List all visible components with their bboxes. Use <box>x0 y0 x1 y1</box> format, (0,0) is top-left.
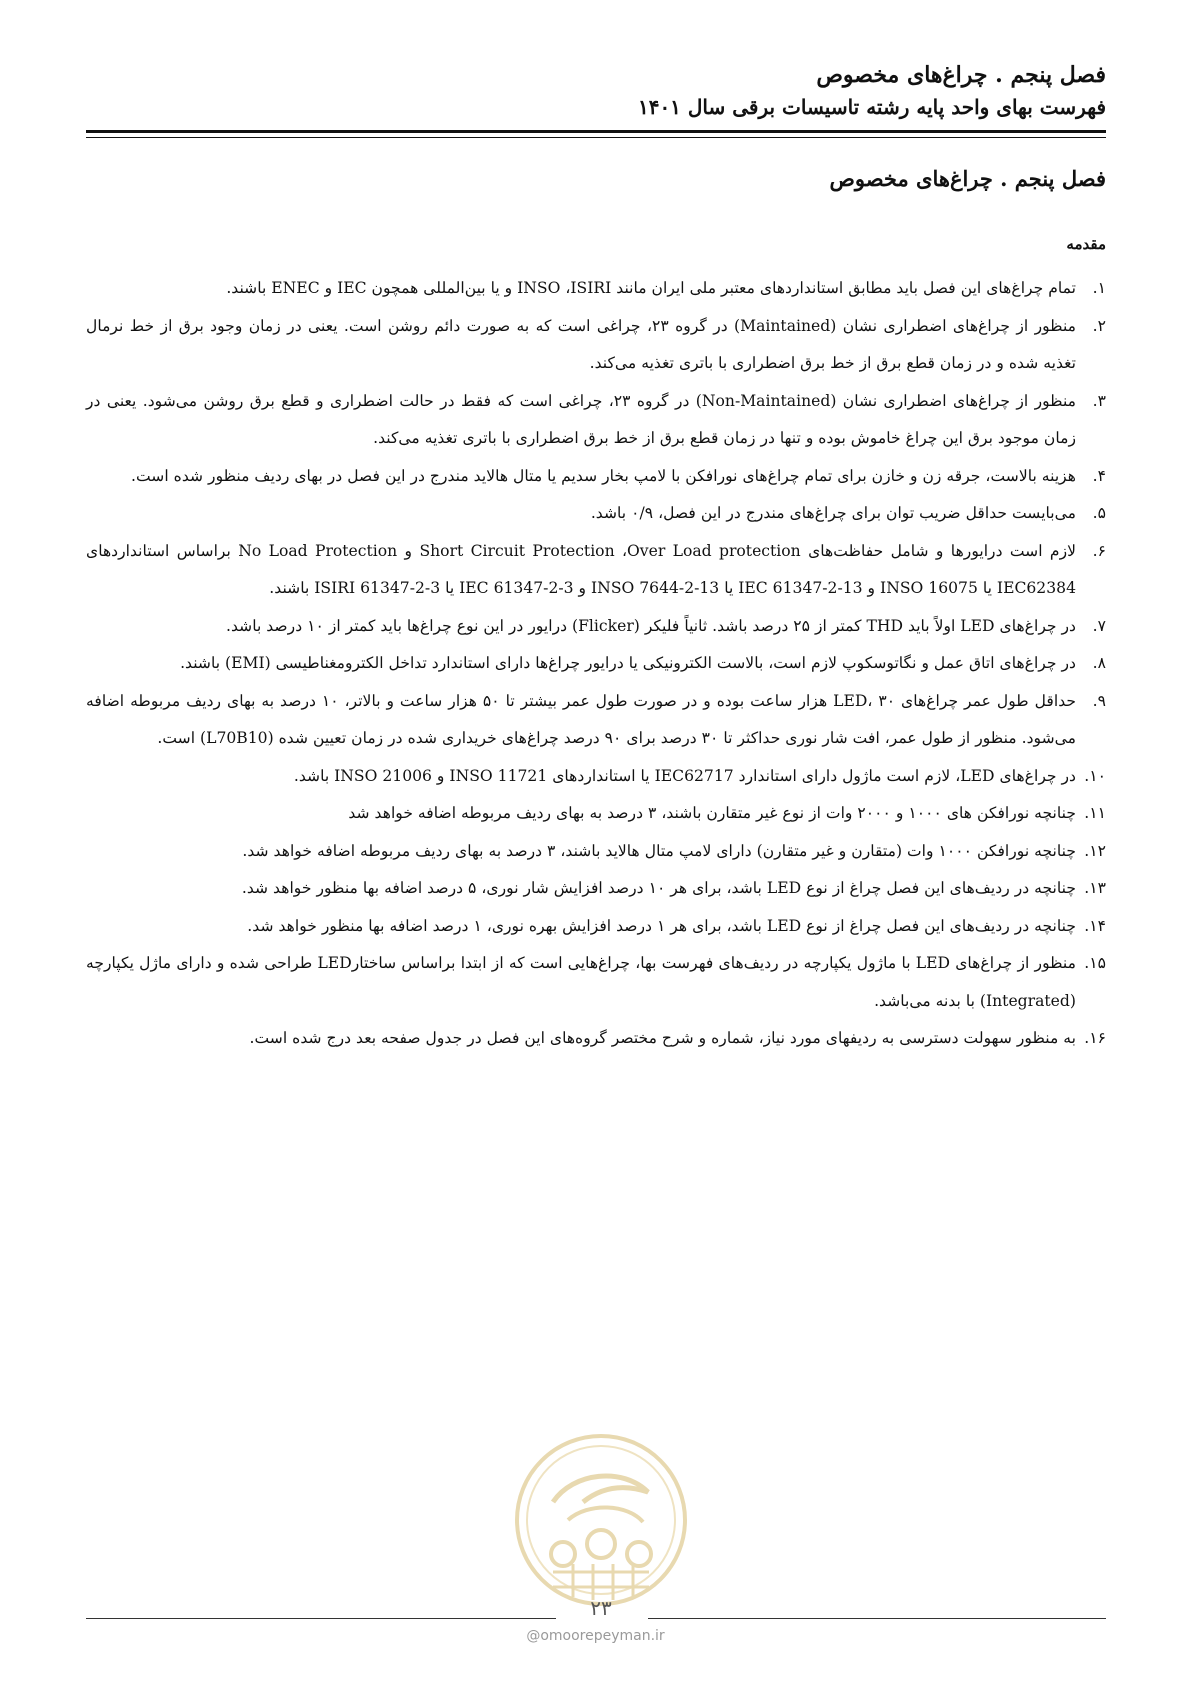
list-item-number: ۵. <box>1092 504 1106 522</box>
list-item-text: در چراغ‌های LED اولاً باید THD کمتر از ۲۵ درصد باشد. ثانیاً فلیکر (Flicker) درایور در این نوع چراغ‌ها باید کمتر از ۱۰ درصد باشد. <box>225 616 1076 635</box>
list-item <box>86 495 1106 533</box>
list-item <box>86 308 1106 383</box>
header-rule-thin <box>86 137 1106 138</box>
list-item-number: ۴. <box>1092 466 1106 485</box>
list-item-number: ۱. <box>1092 279 1106 297</box>
list-item <box>86 683 1106 758</box>
list-item-text: منظور از چراغ‌های اضطراری نشان (Non-Maintained) در گروه ۲۳، چراغی است که فقط در حالت اضطراری و قطع برق روشن می‌شود. یعنی در زمان موجود برق این چراغ خاموش بوده و تنها در زمان قطع برق از خط برق اضطراری با باتری تغذیه می‌کند. <box>86 391 1076 447</box>
list-item-text: چنانچه نورافکن های ۱۰۰۰ و ۲۰۰۰ وات از نوع غیر متقارن باشند، ۳ درصد به بهای ردیف مربوطه اضافه خواهد شد <box>348 804 1076 822</box>
list-item-text: در چراغ‌های اتاق عمل و نگاتوسکوپ لازم است، بالاست الکترونیکی یا درایور چراغ‌ها دارای استاندارد تداخل الکترومغناطیسی (EMI) باشند. <box>180 654 1076 672</box>
list-item-number: ۸. <box>1092 654 1106 672</box>
intro-heading: مقدمه <box>1066 235 1106 253</box>
footer-website: @omoorepeyman.ir <box>526 1628 665 1644</box>
list-item-number: ۱۶. <box>1084 1029 1106 1047</box>
footer-rule-right <box>648 1618 1106 1619</box>
list-item <box>86 945 1106 1020</box>
intro-list <box>86 270 1106 1058</box>
list-item-text: تمام چراغ‌های این فصل باید مطابق استانداردهای معتبر ملی ایران مانند INSO ،ISIRI و یا بین‌المللی همچون IEC و ENEC باشند. <box>226 279 1076 297</box>
list-item <box>86 608 1106 646</box>
list-item-number: ۹. <box>1092 691 1106 710</box>
list-item-number: ۲. <box>1092 316 1106 335</box>
list-item-number: ۷. <box>1092 616 1106 635</box>
list-item-text: در چراغ‌های LED، لازم است ماژول دارای استاندارد IEC62717 یا استانداردهای INSO 11721 و INSO 21006 باشد. <box>293 766 1076 785</box>
list-item-number: ۱۰. <box>1084 766 1106 785</box>
list-item-number: ۱۵. <box>1084 954 1106 972</box>
list-item <box>86 758 1106 796</box>
list-item <box>86 795 1106 833</box>
list-item <box>86 270 1106 308</box>
list-item <box>86 833 1106 871</box>
list-item <box>86 533 1106 608</box>
list-item <box>86 870 1106 908</box>
page-number: ۲۳ <box>590 1596 612 1620</box>
list-item-text: چنانچه در ردیف‌های این فصل چراغ از نوع LED باشد، برای هر ۱۰ درصد افزایش شار نوری، ۵ درصد اضافه بها منظور خواهد شد. <box>241 879 1076 897</box>
list-item-number: ۶. <box>1092 541 1106 560</box>
list-item-text: چنانچه در ردیف‌های این فصل چراغ از نوع LED باشد، برای هر ۱ درصد افزایش بهره نوری، ۱ درصد اضافه بها منظور خواهد شد. <box>247 916 1076 935</box>
watermark-seal-icon <box>513 1432 689 1608</box>
list-item-text: هزینه بالاست، جرقه زن و خازن برای تمام چراغ‌های نورافکن با لامپ بخار سدیم یا متال هالاید مندرج در این فصل در بهای ردیف منظور شده است. <box>131 466 1076 485</box>
footer-rule-left <box>86 1618 556 1619</box>
list-item-number: ۱۴. <box>1084 916 1106 935</box>
list-item-text: می‌بایست حداقل ضریب توان برای چراغ‌های مندرج در این فصل، ۰/۹ باشد. <box>590 504 1076 522</box>
list-item-text: منظور از چراغ‌های LED با ماژول یکپارچه در ردیف‌های فهرست بها، چراغ‌هایی است که از ابتدا براساس ساختارLED طراحی شده و دارای ماژل یکپارچه (Integrated) با بدنه می‌باشد. <box>86 954 1076 1010</box>
list-item-number: ۱۳. <box>1084 879 1106 897</box>
header-book-title: فهرست بهای واحد پایه رشته تاسیسات برقی سال ۱۴۰۱ <box>637 95 1106 119</box>
list-item <box>86 458 1106 496</box>
list-item <box>86 383 1106 458</box>
list-item <box>86 908 1106 946</box>
list-item <box>86 645 1106 683</box>
list-item-text: منظور از چراغ‌های اضطراری نشان (Maintained) در گروه ۲۳، چراغی است که به صورت دائم روشن است. یعنی در زمان وجود برق از خط نرمال تغذیه شده و در زمان قطع برق از خط برق اضطراری با باتری تغذیه می‌کند. <box>86 316 1077 372</box>
list-item-text: حداقل طول عمر چراغ‌های LED، ۳۰ هزار ساعت بوده و در صورت طول عمر بیشتر تا ۵۰ هزار ساعت و بالاتر، ۱۰ درصد به بهای ردیف مربوطه اضافه می‌شود. منظور از طول عمر، افت شار نوری حداکثر تا ۳۰ درصد برای ۹۰ درصد چراغ‌های خریداری شده در زمان تعیین شده (L70B10) است. <box>86 691 1077 747</box>
list-item-number: ۳. <box>1092 391 1106 410</box>
header-rule-thick <box>86 130 1106 133</box>
header-chapter-line: فصل پنجم . چراغ‌های مخصوص <box>816 62 1106 88</box>
list-item-number: ۱۲. <box>1084 841 1106 860</box>
list-item-text: چنانچه نورافکن ۱۰۰۰ وات (متقارن و غیر متقارن) دارای لامپ متال هالاید باشند، ۳ درصد به بهای ردیف مربوطه اضافه خواهد شد. <box>242 841 1076 860</box>
list-item-number: ۱۱. <box>1084 804 1106 822</box>
list-item-text: لازم است درایورها و شامل حفاظت‌های Short Circuit Protection ،Over Load protection و No Load Protection براساس استانداردهای IEC62384 یا INSO 16075 و IEC 61347-2-13 یا INSO 7644-2-13 و IEC 61347-2-3 یا ISIRI 61347-2-3 باشند. <box>86 541 1077 597</box>
page-header <box>86 58 1106 122</box>
list-item-text: به منظور سهولت دسترسی به ردیفهای مورد نیاز، شماره و شرح مختصر گروه‌های این فصل در جدول صفحه بعد درج شده است. <box>249 1029 1076 1047</box>
list-item <box>86 1020 1106 1058</box>
chapter-title: فصل پنجم . چراغ‌های مخصوص <box>829 166 1106 191</box>
